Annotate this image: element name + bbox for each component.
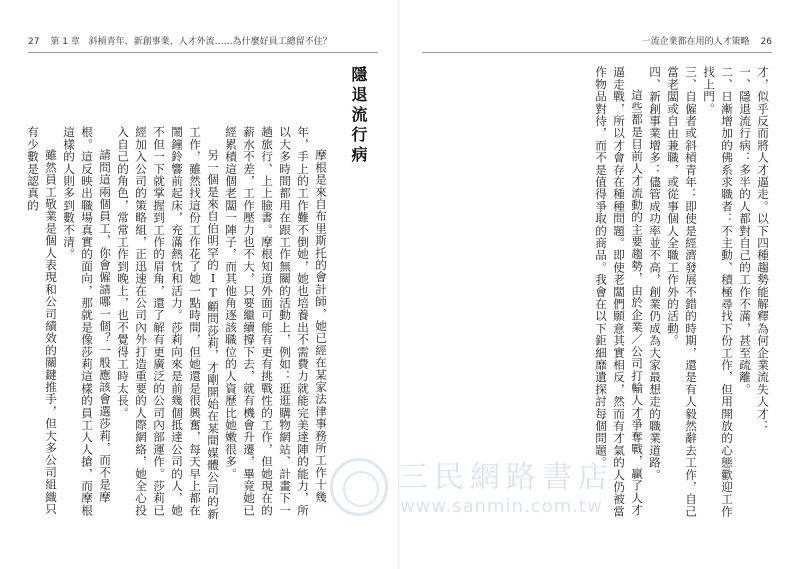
right-running-header — [642, 36, 772, 48]
watermark — [330, 452, 750, 542]
closing-paragraph: 這些都是目前人才流動的主要趨勢，由於企業／公司打輸人才爭奪戰，贏了人才逼走戰，所以才會存在種種問題。即使老闆們願意其實相反，然而有才氣的人仍被當作物品對待，而不是值得爭取的商品。我會在以下鉅細靡遺探討每個問題。 — [594, 66, 644, 518]
watermark-text: 三民網路書店 — [398, 460, 614, 495]
left-header-rule — [28, 52, 378, 53]
left-running-header — [28, 36, 332, 48]
right-running-title: 一流企業都在用的人才策略 — [641, 37, 750, 47]
left-page-number: 27 — [28, 37, 40, 47]
list-marker: 三、 — [684, 66, 698, 91]
list-marker: 一、 — [738, 66, 752, 91]
paragraph: 請問這兩個員工，你會僱請哪一個？一般應該會選莎莉，而不是摩根。這反映出職場真實的面向，那就是像莎莉這樣的員工人人搶，而摩根這樣的人則多到數不清。 — [62, 126, 112, 517]
paragraph: 摩根是來自布里斯托的會計師，她已經在某家法律事務所工作十幾年，手上的工作難不倒她，她也培養出不需費力就能完美達陣的能力，所以大多時間都用在跟工作無關的活動上，例如：逛逛購物網站、計畫下一趟旅行、上上臉書。摩根知道外面可能有更有挑戰性的工作，但她現在的薪水不差，工作壓力也不大，只要繼續撐下去，就有機會升遷，畢竟她已經累積這個老闆一陣子，而其他角逐該職位的人資歷比她嫩很多。 — [224, 126, 328, 517]
list-text: 隱退流行病：多半的人都對自己的工作不滿，甚至疏離。 — [738, 90, 752, 396]
paragraph: 雖然員工敬業是個人表現和公司績效的關鍵推手，但大多公司組織只有少數是認真的 — [26, 126, 58, 516]
chapter-label: 第 1 章 — [50, 37, 80, 47]
list-text: 新創事業增多：儘管成功率並不高，創業仍成為大家最想走的職業道路。 — [648, 90, 662, 481]
list-marker: 四、 — [648, 66, 662, 91]
right-header-rule — [422, 52, 772, 53]
watermark-logo-icon — [330, 458, 388, 516]
right-page-number: 26 — [760, 37, 772, 47]
left-body-text — [24, 126, 330, 526]
watermark-url: www.sanmin.com.tw — [400, 496, 603, 517]
paragraph: 另一個是來自伯明罕的IT顧問莎莉，才剛開始在某間媒體公司的新工作，雖然找這份工作花了她一點時間，但她還是很興奮，每天早上都在鬧鐘鈴響前起床，充滿熱忱和活力。莎莉向來是前幾個抵達公司的人，她不但一下就掌握到工作的眉角，還了解有更廣泛的公司內部運作。莎莉已經加入公司的策略組，正迅速在公司內外打造重要的人際網絡，她全心投入自己的角色，常常工作到晚上，也不覺得工時太長。 — [116, 126, 220, 520]
section-title: 隱退流行病 — [349, 66, 368, 166]
intro-paragraph: 才，似乎反而將人才逼走。以下四種趨勢能解釋為何企業流失人才： — [756, 66, 770, 432]
list-marker: 二、 — [720, 66, 734, 91]
left-running-title: 斜槓青年、新創事業、人才外流……為什麼好員工總留不住？ — [88, 37, 332, 47]
list-text: 日漸增加的佛系求職者：不主動、積極尋找下份工作，但用開放的心態歡迎工作找上門。 — [702, 66, 734, 518]
list-text: 自僱者或斜槓青年：即使是經濟發展不錯的時期，還是有人毅然辭去工作，自己當老闆或自由兼職，或從事個人全職工作外的活動。 — [666, 66, 698, 518]
